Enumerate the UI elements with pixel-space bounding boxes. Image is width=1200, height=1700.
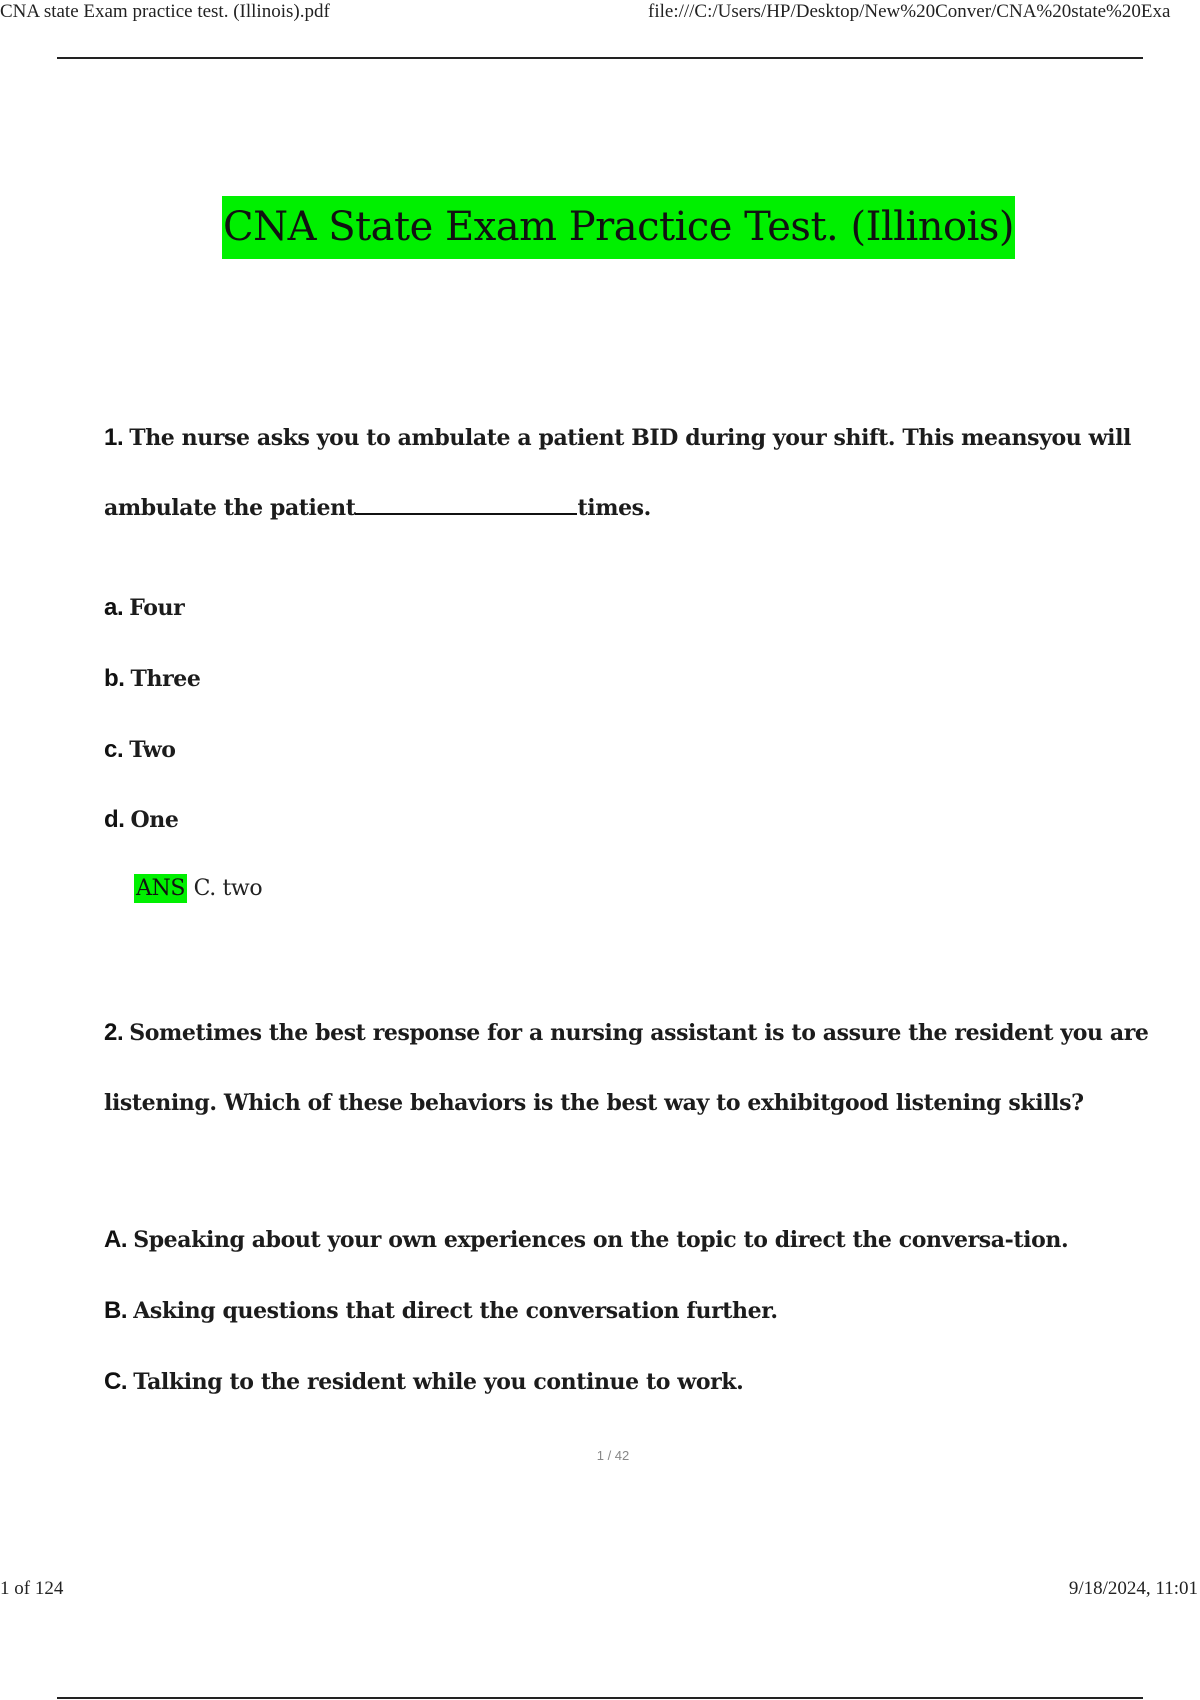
question-2-line-2 (104, 1090, 1084, 1116)
question-1-line-2 (104, 495, 651, 521)
option-letter: c. (104, 736, 124, 763)
question-2-option-c (104, 1368, 743, 1396)
option-letter: C. (104, 1368, 128, 1395)
answer-tag: ANS (136, 876, 186, 901)
option-text: Two (129, 737, 176, 763)
option-text: Three (130, 666, 201, 692)
option-text: Speaking about your own experiences on the topic to direct the conversa-tion. (133, 1227, 1069, 1253)
question-1-text-before-blank: ambulate the patient (104, 495, 356, 521)
print-footer-timestamp: 9/18/2024, 11:01 (1068, 1578, 1198, 1599)
option-text: One (130, 807, 179, 833)
option-text: Asking questions that direct the conversation further. (133, 1298, 778, 1324)
option-letter: B. (104, 1297, 128, 1324)
question-1-option-b (104, 665, 200, 693)
option-letter: a. (104, 594, 124, 621)
question-1-option-a (104, 594, 184, 622)
question-1-number: 1. (104, 424, 124, 451)
page-indicator: 1 / 42 (596, 1448, 630, 1463)
question-1-answer (134, 876, 262, 901)
document-title: CNA State Exam Practice Test. (Illinois) (222, 196, 1015, 259)
print-header-title: CNA state Exam practice test. (Illinois).pdf (0, 1, 330, 22)
question-1-text-after-blank: times. (577, 495, 651, 521)
question-2-option-b (104, 1297, 778, 1325)
question-1-option-c (104, 736, 176, 764)
question-2-text-continued: listening. Which of these behaviors is the best way to exhibitgood listening skills? (104, 1090, 1084, 1116)
answer-text: C. two (193, 876, 263, 901)
header-divider (57, 57, 1143, 59)
print-footer-page-count: 1 of 124 (0, 1578, 64, 1599)
option-text: Four (129, 595, 185, 621)
question-2-number: 2. (104, 1019, 124, 1046)
question-1-text: The nurse asks you to ambulate a patient BID during your shift. This meansyou will (129, 425, 1131, 451)
question-2-text: Sometimes the best response for a nursing assistant is to assure the resident you are (129, 1020, 1149, 1046)
option-letter: d. (104, 806, 125, 833)
print-header-url: file:///C:/Users/HP/Desktop/New%20Conver/CNA%20state%20Exa (648, 1, 1171, 22)
option-text: Talking to the resident while you continue to work. (133, 1369, 744, 1395)
question-2-line-1 (104, 1019, 1149, 1047)
question-1-line-1 (104, 424, 1131, 452)
answer-blank (355, 495, 577, 515)
question-2-option-a (104, 1226, 1068, 1254)
option-letter: b. (104, 665, 125, 692)
footer-divider (57, 1697, 1143, 1699)
option-letter: A. (104, 1226, 128, 1253)
question-1-option-d (104, 806, 179, 834)
